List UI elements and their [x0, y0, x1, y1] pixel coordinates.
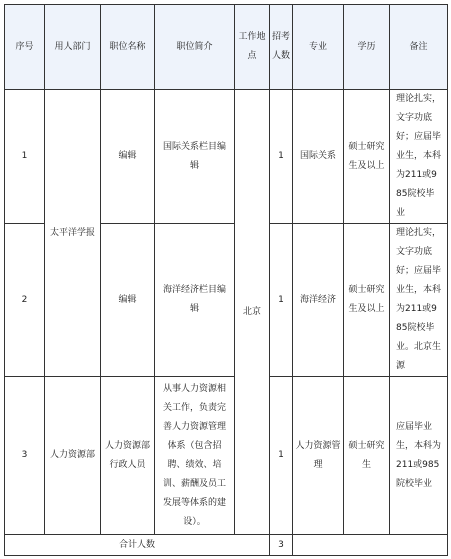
recruitment-table [4, 4, 448, 556]
row-dept: 人力资源部 [45, 377, 101, 535]
row-seq: 1 [5, 90, 45, 224]
total-empty [293, 535, 448, 556]
row-count: 1 [270, 224, 293, 377]
total-label: 合计人数 [5, 535, 270, 556]
recruitment-table-container [4, 4, 447, 556]
row-seq: 3 [5, 377, 45, 535]
row-location-merged: 北京 [235, 90, 270, 535]
header-row [5, 5, 448, 90]
row-major: 海洋经济 [293, 224, 344, 377]
header-seq: 序号 [5, 5, 45, 90]
total-count: 3 [270, 535, 293, 556]
row-seq: 2 [5, 224, 45, 377]
row-notes: 理论扎实，文字功底好；应届毕业生，本科为211或985院校毕业。北京生源 [390, 224, 448, 377]
table-row [5, 90, 448, 224]
header-location: 工作地点 [235, 5, 270, 90]
total-row [5, 535, 448, 556]
row-count: 1 [270, 90, 293, 224]
row-education: 硕士研究生及以上 [344, 224, 390, 377]
header-dept: 用人部门 [45, 5, 101, 90]
row-position: 编辑 [101, 90, 155, 224]
row-education: 硕士研究生及以上 [344, 90, 390, 224]
row-position: 人力资源部行政人员 [101, 377, 155, 535]
header-count: 招考人数 [270, 5, 293, 90]
header-major: 专业 [293, 5, 344, 90]
row-position: 编辑 [101, 224, 155, 377]
row-major: 国际关系 [293, 90, 344, 224]
header-education: 学历 [344, 5, 390, 90]
header-notes: 备注 [390, 5, 448, 90]
row-count: 1 [270, 377, 293, 535]
row-intro: 海洋经济栏目编辑 [155, 224, 235, 377]
row-major: 人力资源管理 [293, 377, 344, 535]
header-position: 职位名称 [101, 5, 155, 90]
row-notes: 理论扎实，文字功底好；应届毕业生，本科为211或985院校毕业 [390, 90, 448, 224]
row-education: 硕士研究生 [344, 377, 390, 535]
row-intro: 从事人力资源相关工作，负责完善人力资源管理体系（包含招聘、绩效、培训、薪酬及员工发展等体系的建设）。 [155, 377, 235, 535]
row-notes: 应届毕业生，本科为211或985院校毕业 [390, 377, 448, 535]
table-row [5, 377, 448, 535]
row-dept-merged: 太平洋学报 [45, 90, 101, 377]
row-intro: 国际关系栏目编辑 [155, 90, 235, 224]
header-intro: 职位简介 [155, 5, 235, 90]
